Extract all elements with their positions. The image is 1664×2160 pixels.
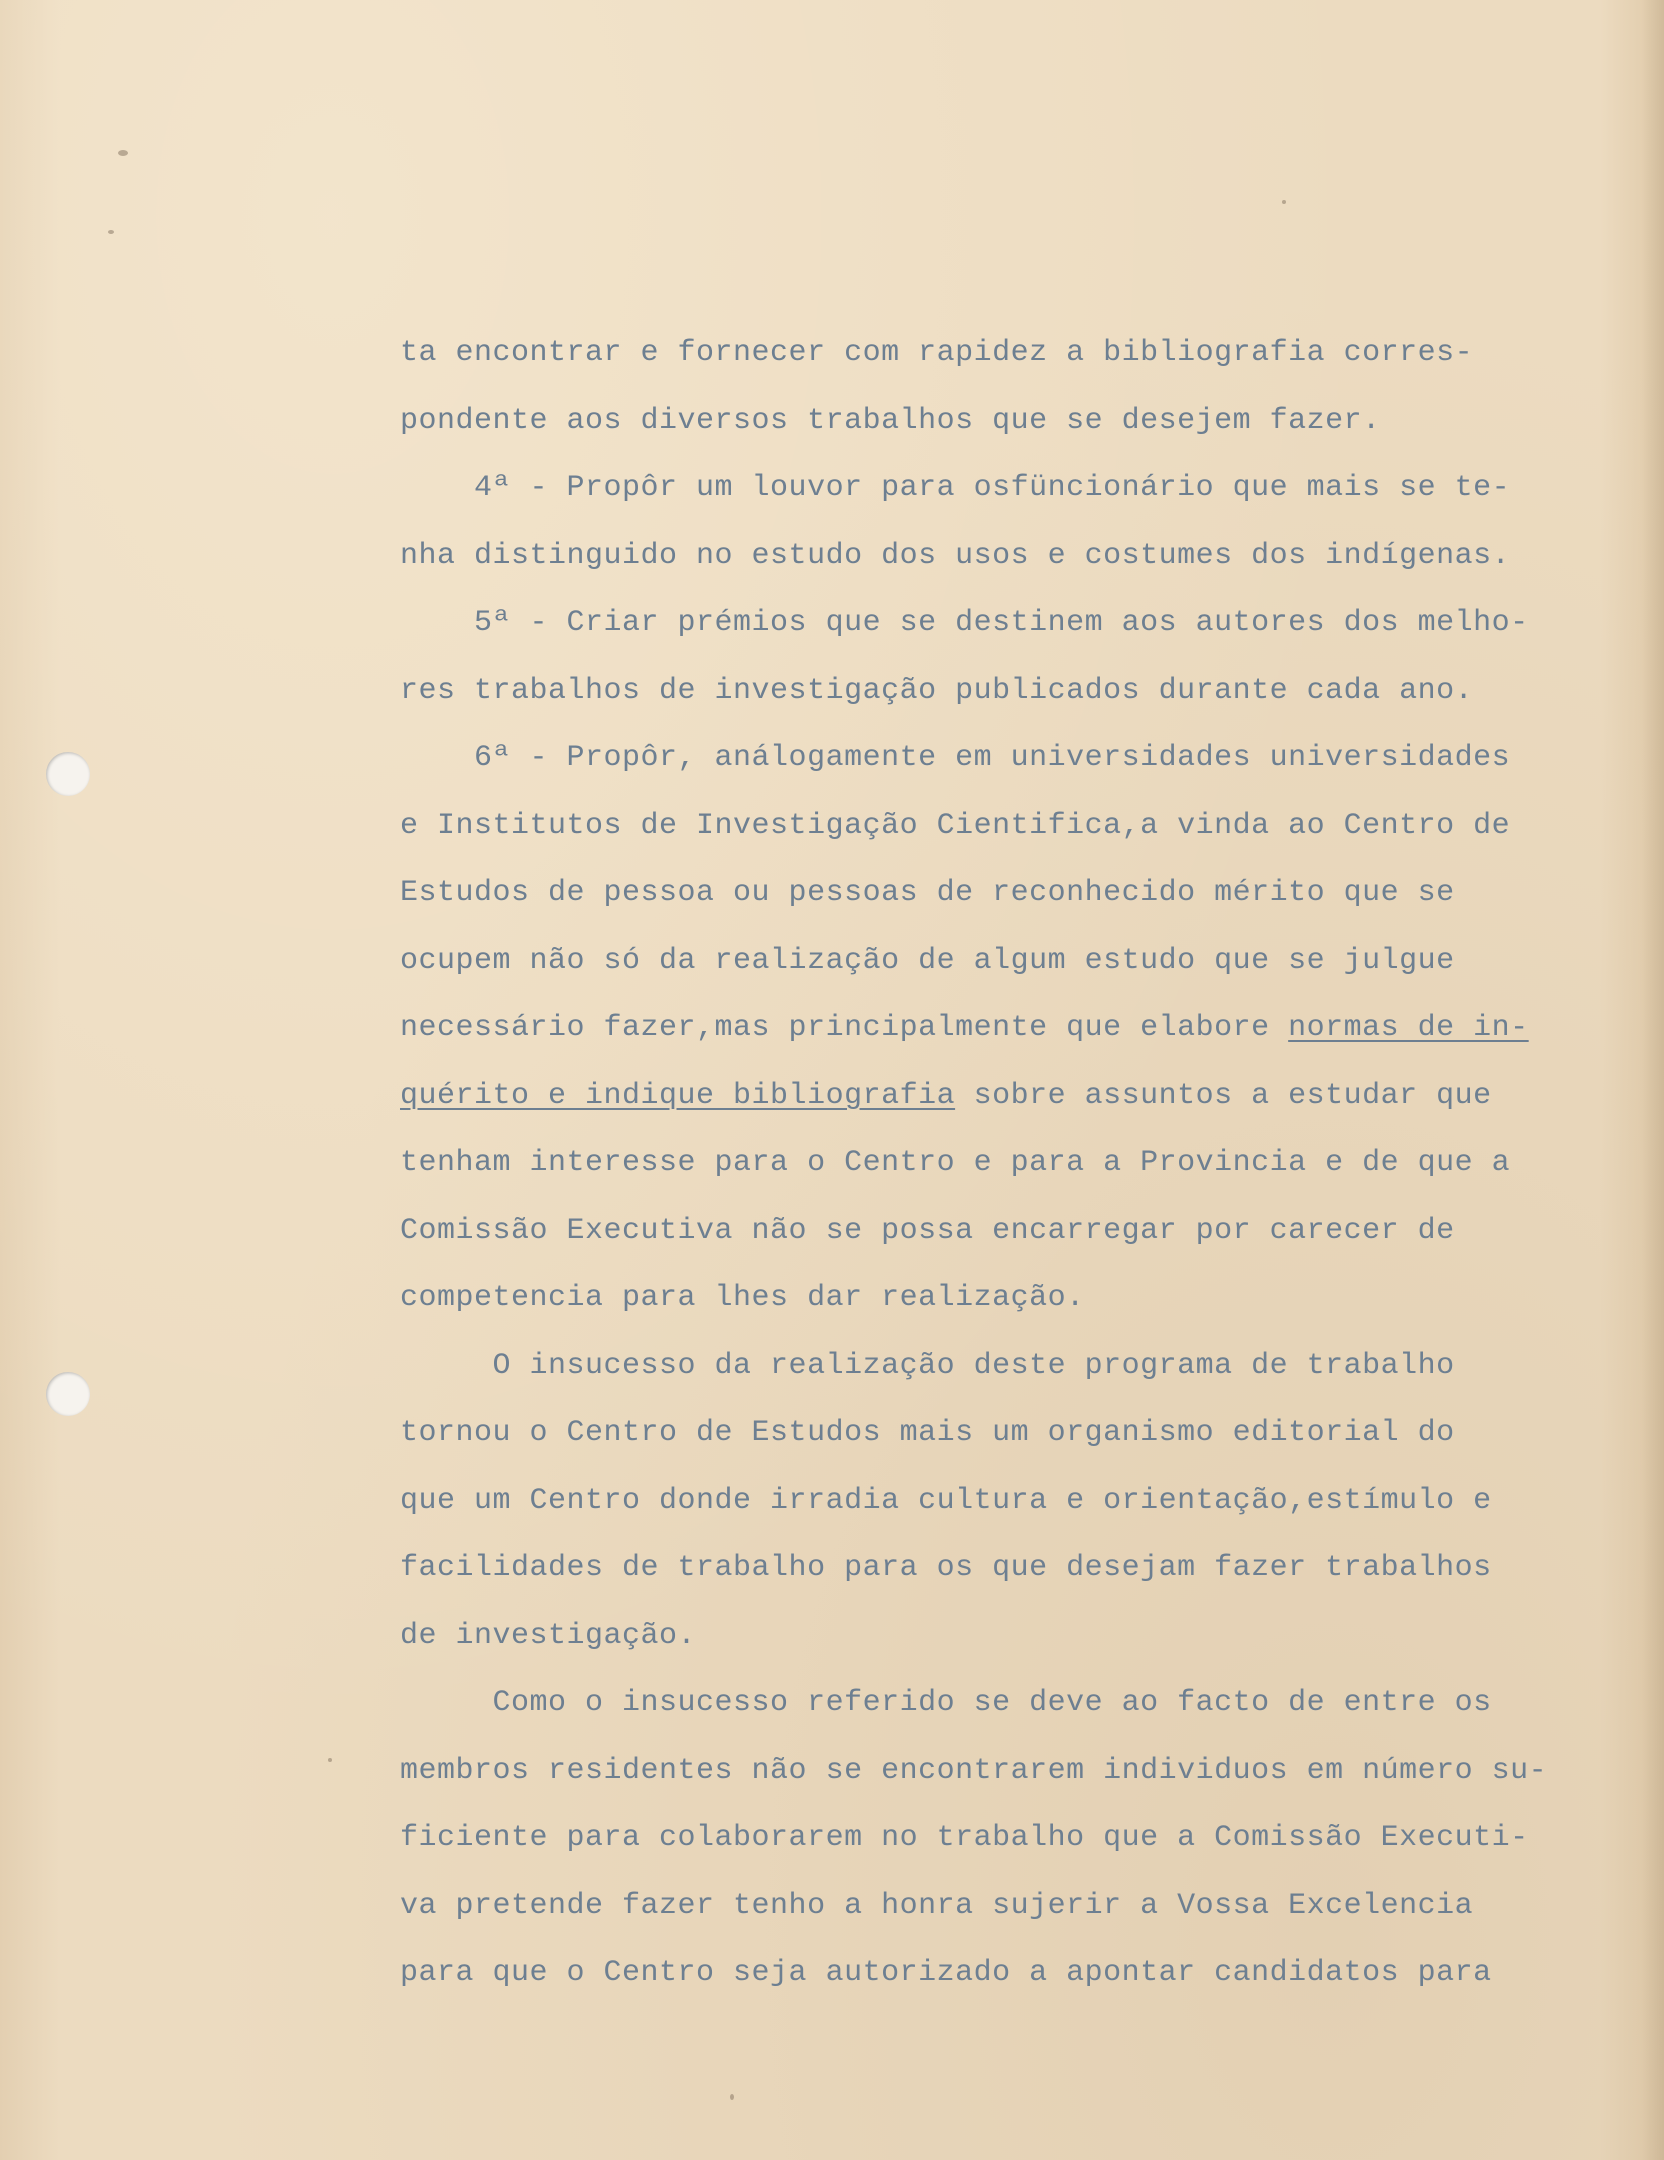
text-line: ficiente para colaborarem no trabalho que a Comissão Executi- [400,1821,1529,1855]
text-line: pondente aos diversos trabalhos que se desejem fazer. [400,403,1381,438]
page-edge-shadow [1642,0,1664,2160]
text-line: e Institutos de Investigação Cientifica,a vinda ao Centro de [400,808,1511,843]
text-line: para que o Centro seja autorizado a apontar candidatos para [400,1956,1492,1990]
paper-speck [1282,200,1286,204]
text-line: 4ª - Propôr um louvor para osfüncionário que mais se te- [400,471,1511,505]
paper-speck [730,2094,734,2100]
text-line: tornou o Centro de Estudos mais um organismo editorial do [400,1416,1455,1450]
text-line: nha distinguido no estudo dos usos e costumes dos indígenas. [400,538,1511,573]
paper-speck [108,230,114,234]
text-line: facilidades de trabalho para os que desejam fazer trabalhos [400,1551,1492,1585]
text-line: res trabalhos de investigação publicados durante cada ano. [400,673,1474,708]
text-line: competencia para lhes dar realização. [400,1281,1085,1315]
typed-body-text [400,320,1640,2008]
text-line: Comissão Executiva não se possa encarregar por carecer de [400,1213,1455,1248]
text-line: ocupem não só da realização de algum estudo que se julgue [400,943,1455,978]
text-line: membros residentes não se encontrarem individuos em número su- [400,1753,1548,1788]
text-line: Estudos de pessoa ou pessoas de reconhecido mérito que se [400,876,1455,910]
text-line: 6ª - Propôr, análogamente em universidades universidades [400,741,1511,775]
text-line: de investigação. [400,1618,697,1653]
text-line: Como o insucesso referido se deve ao facto de entre os [400,1686,1492,1720]
text-line: tenham interesse para o Centro e para a Provincia e de que a [400,1146,1511,1180]
underlined-text: quérito e indique bibliografia [400,1078,956,1113]
text-line [400,1063,1640,1131]
text-line [400,995,1640,1063]
text-line: O insucesso da realização deste programa de trabalho [400,1348,1455,1383]
text-line: 5ª - Criar prémios que se destinem aos autores dos melho- [400,606,1529,640]
text-segment: sobre assuntos a estudar que [955,1078,1492,1113]
underlined-text: normas de in- [1288,1011,1529,1045]
punch-hole-top [46,752,90,796]
paper-speck [118,150,128,156]
text-line: va pretende fazer tenho a honra sujerir a Vossa Excelencia [400,1888,1474,1923]
paper-speck [328,1758,332,1762]
text-line: que um Centro donde irradia cultura e orientação,estímulo e [400,1483,1492,1518]
text-line: ta encontrar e fornecer com rapidez a bibliografia corres- [400,336,1474,370]
punch-hole-bottom [46,1372,90,1416]
text-segment: necessário fazer,mas principalmente que elabore [400,1011,1289,1045]
